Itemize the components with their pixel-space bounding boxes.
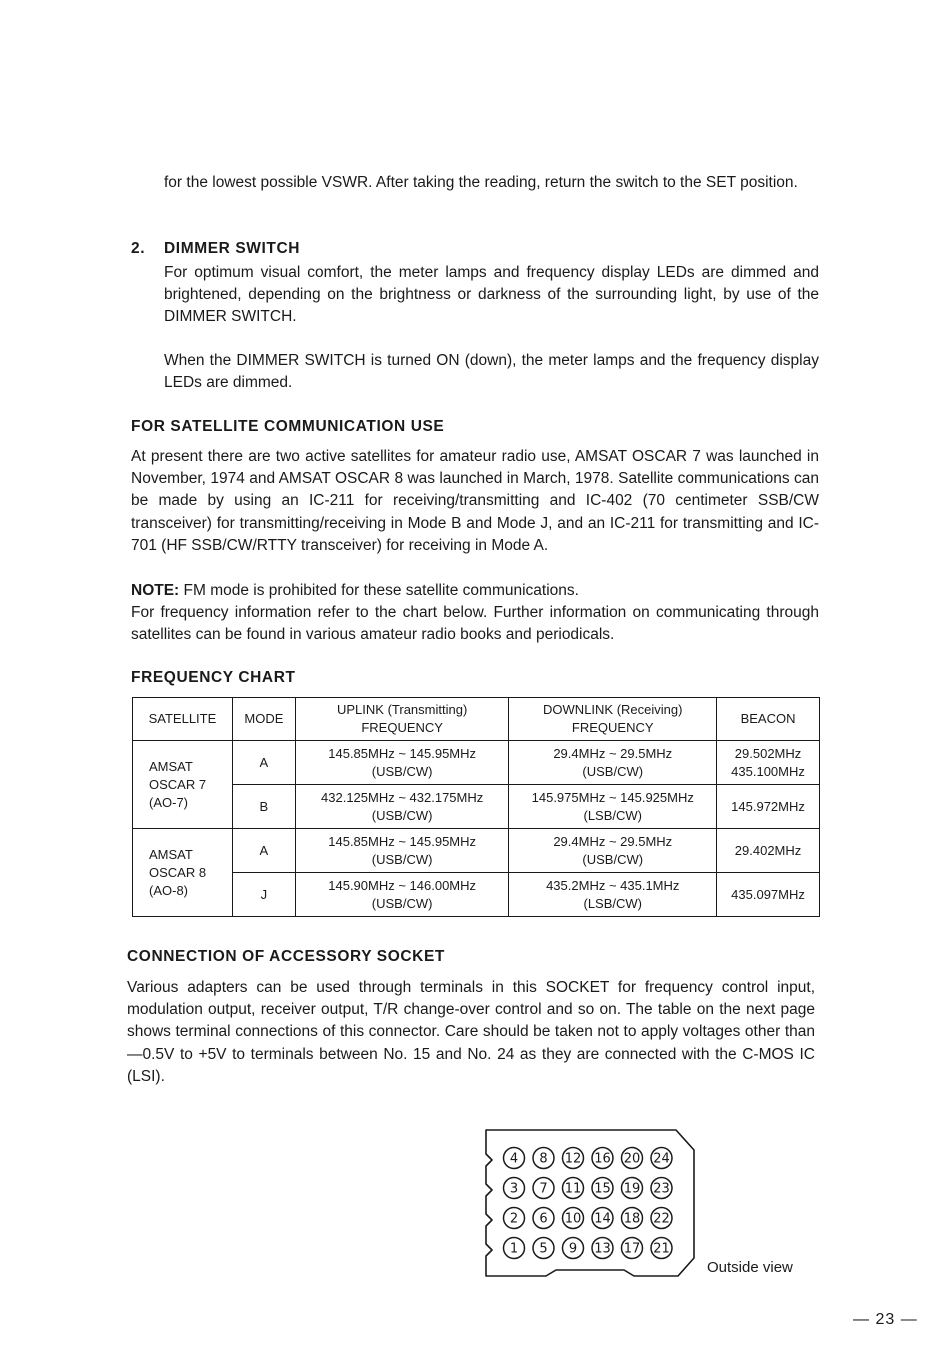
uplink-range: 145.90MHz ~ 146.00MHz: [328, 877, 477, 893]
socket-pin-number: 13: [594, 1241, 611, 1257]
uplink-range: 432.125MHz ~ 432.175MHz: [321, 789, 484, 805]
intro-paragraph: for the lowest possible VSWR. After taking the reading, return the switch to the SET position.: [164, 174, 798, 191]
satellite-cell-ao8: [133, 829, 233, 917]
socket-pin-number: 16: [594, 1151, 611, 1167]
uplink-mode: (USB/CW): [371, 895, 433, 911]
uplink-cell: [295, 829, 509, 873]
satellite-note: [131, 580, 819, 602]
dimmer-number: 2.: [131, 240, 146, 257]
table-header-row: [133, 698, 820, 741]
beacon-value: 435.100MHz: [731, 763, 805, 779]
downlink-cell: [509, 785, 717, 829]
socket-pin-number: 20: [623, 1151, 641, 1167]
frequency-table: [132, 697, 820, 917]
mode-cell: J: [232, 873, 295, 917]
frequency-chart-title: FREQUENCY CHART: [131, 669, 296, 686]
socket-pin-number: 17: [623, 1241, 641, 1257]
header-downlink: [509, 698, 717, 741]
satellite-name-line: AMSAT: [149, 758, 193, 774]
satellite-name-line: AMSAT: [149, 846, 193, 862]
socket-pin-number: 12: [564, 1151, 582, 1167]
socket-pin-number: 4: [509, 1151, 519, 1167]
satellite-name-line: (AO-7): [149, 794, 188, 810]
socket-pin-number: 1: [509, 1241, 519, 1257]
socket-pins: [504, 1148, 673, 1259]
socket-pin-number: 9: [568, 1241, 578, 1257]
socket-pin-number: 22: [653, 1211, 670, 1227]
beacon-cell: 29.402MHz: [717, 829, 820, 873]
downlink-mode: (LSB/CW): [583, 895, 642, 911]
satellite-paragraph-1: At present there are two active satellites for amateur radio use, AMSAT OSCAR 7 was launched in November, 1974 and AMSAT OSCAR 8 was launched in March, 1978. Satellite communications can be made by using an IC-211 for receiving/transmitting and IC-402 (70 centimeter SSB/CW transceiver) for transmitting/receiving in Mode B and Mode J, and an IC-211 for transmitting and IC-701 (HF SSB/CW/RTTY transceiver) for receiving in Mode A.: [131, 448, 819, 554]
uplink-range: 145.85MHz ~ 145.95MHz: [328, 745, 477, 761]
accessory-paragraph: Various adapters can be used through terminals in this SOCKET for frequency control input, modulation output, receiver output, T/R change-over control and so on. The table on the next page shows terminal connections of this connector. Care should be taken not to apply voltages other than —0.5V to +5V to terminals between No. 15 and No. 24 as they are connected with the C-MOS IC (LSI).: [127, 979, 815, 1085]
downlink-mode: (LSB/CW): [583, 807, 642, 823]
downlink-range: 435.2MHz ~ 435.1MHz: [546, 877, 680, 893]
downlink-mode: (USB/CW): [582, 763, 644, 779]
beacon-cell: [717, 741, 820, 785]
header-uplink-line-2: FREQUENCY: [361, 720, 443, 735]
mode-cell: A: [232, 741, 295, 785]
table-row: [133, 741, 820, 785]
header-mode: MODE: [232, 698, 295, 741]
socket-pin-number: 21: [653, 1241, 670, 1257]
socket-pin-number: 2: [509, 1211, 519, 1227]
socket-pin-number: 3: [509, 1181, 519, 1197]
socket-pin-number: 11: [564, 1181, 582, 1197]
downlink-mode: (USB/CW): [582, 851, 644, 867]
uplink-cell: [295, 785, 509, 829]
socket-pin-number: 10: [564, 1211, 582, 1227]
header-downlink-line-1: DOWNLINK (Receiving): [543, 702, 683, 717]
socket-pin-number: 8: [539, 1151, 548, 1167]
satellite-name-line: (AO-8): [149, 882, 188, 898]
downlink-range: 29.4MHz ~ 29.5MHz: [553, 745, 673, 761]
satellite-title: FOR SATELLITE COMMUNICATION USE: [131, 418, 445, 435]
uplink-mode: (USB/CW): [371, 763, 433, 779]
dimmer-paragraph-1: For optimum visual comfort, the meter lamps and frequency display LEDs are dimmed and brightened, depending on the brightness or darkness of the surrounding light, by use of the DIMMER SWITCH.: [164, 264, 819, 326]
uplink-mode: (USB/CW): [371, 851, 433, 867]
dimmer-paragraph-2: When the DIMMER SWITCH is turned ON (down), the meter lamps and the frequency display LEDs are dimmed.: [164, 352, 819, 392]
table-row: [133, 785, 820, 829]
table-row: [133, 873, 820, 917]
satellite-name-line: OSCAR 8: [149, 864, 207, 880]
header-beacon: BEACON: [717, 698, 820, 741]
socket-pin-number: 15: [594, 1181, 611, 1197]
socket-pin-number: 19: [623, 1181, 641, 1197]
beacon-value: 29.502MHz: [734, 745, 802, 761]
beacon-cell: 435.097MHz: [717, 873, 820, 917]
socket-pin-number: 18: [623, 1211, 641, 1227]
satellite-paragraph-2: For frequency information refer to the chart below. Further information on communicating through satellites can be found in various amateur radio books and periodicals.: [131, 604, 819, 644]
downlink-range: 145.975MHz ~ 145.925MHz: [531, 789, 694, 805]
downlink-range: 29.4MHz ~ 29.5MHz: [553, 833, 673, 849]
note-text: FM mode is prohibited for these satellite communications.: [183, 582, 579, 599]
table-row: [133, 829, 820, 873]
socket-pin-number: 6: [539, 1211, 548, 1227]
socket-caption: Outside view: [707, 1259, 793, 1276]
header-downlink-line-2: FREQUENCY: [571, 720, 654, 735]
downlink-cell: [509, 829, 717, 873]
downlink-cell: [509, 873, 717, 917]
socket-pin-number: 14: [594, 1211, 611, 1227]
uplink-range: 145.85MHz ~ 145.95MHz: [328, 833, 477, 849]
satellite-name-line: OSCAR 7: [149, 776, 207, 792]
header-uplink: [295, 698, 509, 741]
dimmer-title: DIMMER SWITCH: [164, 240, 301, 257]
accessory-socket-diagram: [484, 1128, 696, 1280]
mode-cell: A: [232, 829, 295, 873]
uplink-mode: (USB/CW): [371, 807, 433, 823]
socket-pin-number: 23: [653, 1181, 670, 1197]
uplink-cell: [295, 741, 509, 785]
note-label: NOTE:: [131, 582, 180, 599]
header-uplink-line-1: UPLINK (Transmitting): [337, 702, 468, 717]
beacon-cell: 145.972MHz: [717, 785, 820, 829]
socket-pin-number: 7: [539, 1181, 548, 1197]
satellite-cell-ao7: [133, 741, 233, 829]
accessory-title: CONNECTION OF ACCESSORY SOCKET: [127, 948, 445, 965]
header-satellite: SATELLITE: [133, 698, 233, 741]
socket-pin-number: 24: [653, 1151, 670, 1167]
uplink-cell: [295, 873, 509, 917]
mode-cell: B: [232, 785, 295, 829]
page-number: — 23 —: [853, 1311, 918, 1328]
downlink-cell: [509, 741, 717, 785]
socket-pin-number: 5: [539, 1241, 548, 1257]
